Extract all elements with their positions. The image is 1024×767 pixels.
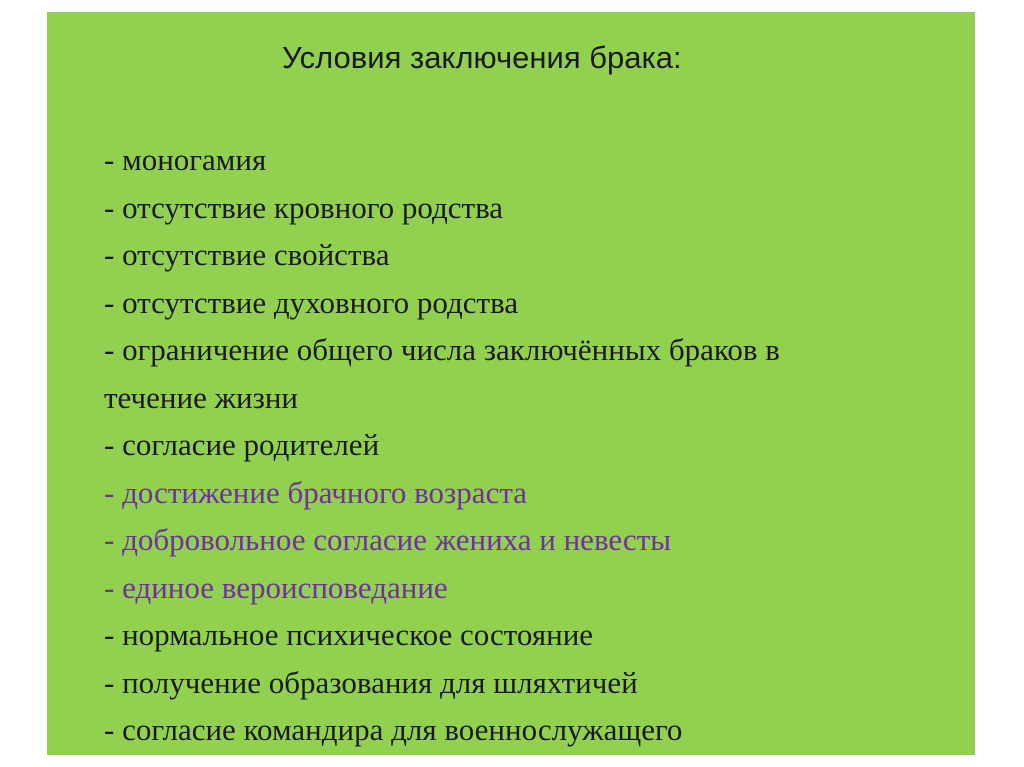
list-item: - согласие командира для военнослужащего <box>104 712 683 747</box>
slide-title: Условия заключения брака: <box>282 40 682 75</box>
list-item: течение жизни <box>104 379 299 415</box>
list-item: - ограничение общего числа заключённых браков в <box>104 332 780 367</box>
conditions-list <box>104 136 780 754</box>
list-item: - отсутствие кровного родства <box>104 189 504 225</box>
list-item: - отсутствие духовного родства <box>104 284 519 320</box>
content-panel <box>47 12 975 755</box>
list-item: - отсутствие свойства <box>104 237 390 272</box>
list-item: - получение образования для шляхтичей <box>104 664 638 700</box>
list-item: - согласие родителей <box>104 427 380 462</box>
list-item: - единое вероисповедание <box>104 569 448 605</box>
list-item: - нормальное психическое состояние <box>104 617 594 652</box>
list-item: - моногамия <box>104 142 267 177</box>
list-item: - добровольное согласие жениха и невесты <box>104 522 672 557</box>
list-item: - достижение брачного возраста <box>104 474 528 510</box>
